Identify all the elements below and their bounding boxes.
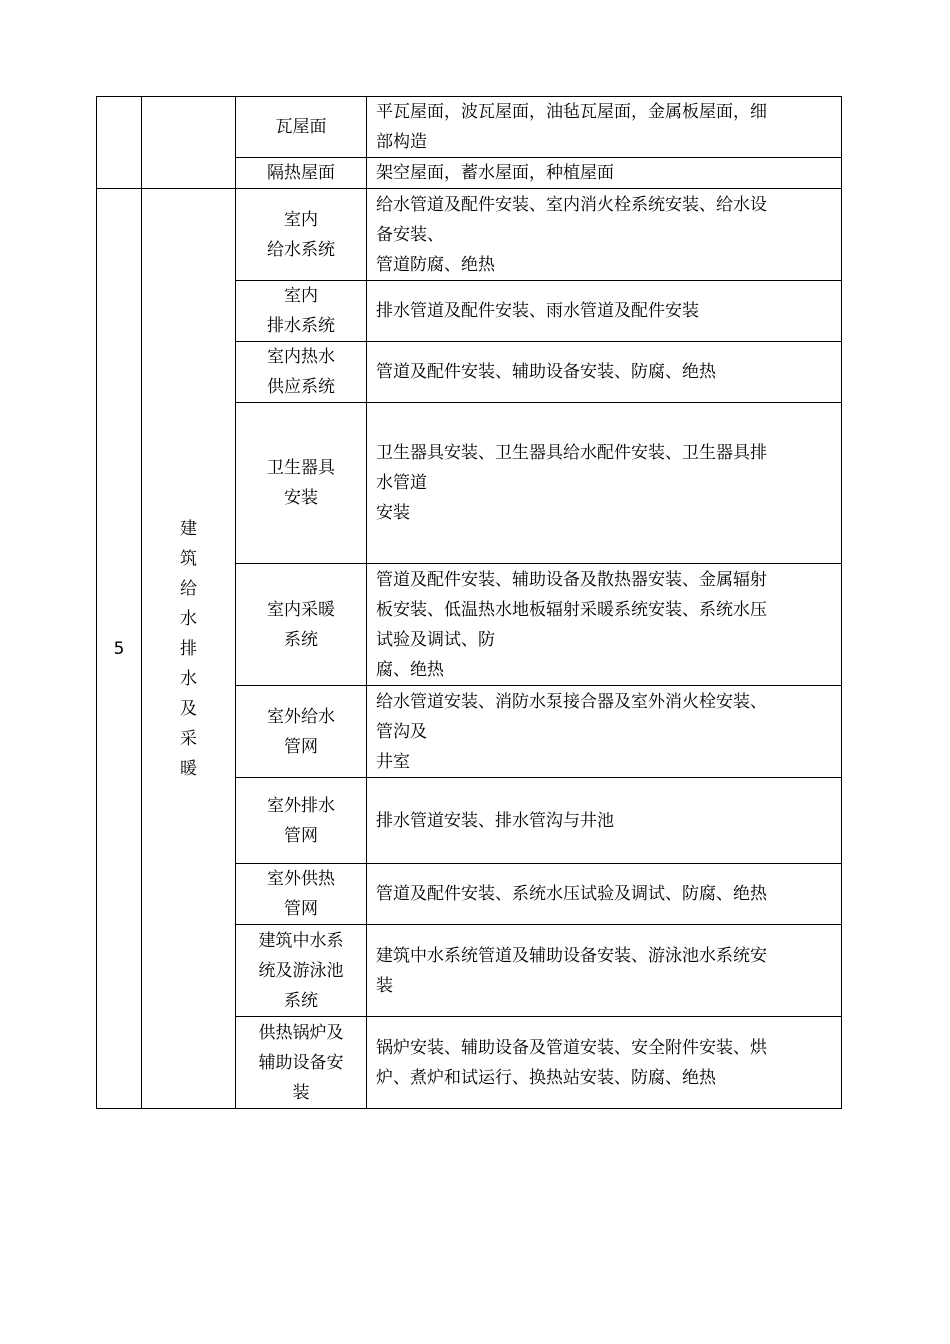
- construction-division-table: [96, 96, 842, 1109]
- item-cell: 平瓦屋面，波瓦屋面，油毡瓦屋面，金属板屋面，细 部构造: [367, 97, 842, 158]
- subdivision-cell: 室外给水 管网: [236, 686, 367, 778]
- item-cell: 给水管道安装、消防水泵接合器及室外消火栓安装、 管沟及 井室: [367, 686, 842, 778]
- subdivision-cell: 室外排水 管网: [236, 778, 367, 864]
- division-name: 建筑给水排水及采暖: [142, 189, 236, 1109]
- item-cell: 管道及配件安装、辅助设备安装、防腐、绝热: [367, 342, 842, 403]
- division-number: 5: [97, 189, 142, 1109]
- table-row: [97, 97, 842, 158]
- subdivision-cell: 隔热屋面: [236, 158, 367, 189]
- subdivision-cell: 建筑中水系 统及游泳池 系统: [236, 925, 367, 1017]
- subdivision-cell: 供热锅炉及 辅助设备安 装: [236, 1017, 367, 1109]
- division-cell-empty: [142, 97, 236, 189]
- item-cell: 架空屋面，蓄水屋面，种植屋面: [367, 158, 842, 189]
- item-cell: 排水管道及配件安装、雨水管道及配件安装: [367, 281, 842, 342]
- subdivision-cell: 室外供热 管网: [236, 864, 367, 925]
- subdivision-cell: 室内热水 供应系统: [236, 342, 367, 403]
- subdivision-cell: 室内 排水系统: [236, 281, 367, 342]
- item-cell: 锅炉安装、辅助设备及管道安装、安全附件安装、烘 炉、煮炉和试运行、换热站安装、防腐、绝热: [367, 1017, 842, 1109]
- number-cell-empty: [97, 97, 142, 189]
- item-cell: 给水管道及配件安装、室内消火栓系统安装、给水设 备安装、 管道防腐、绝热: [367, 189, 842, 281]
- table-row: [97, 189, 842, 281]
- subdivision-cell: 室内采暖 系统: [236, 564, 367, 686]
- item-cell: 管道及配件安装、辅助设备及散热器安装、金属辐射 板安装、低温热水地板辐射采暖系统安装、系统水压 试验及调试、防 腐、绝热: [367, 564, 842, 686]
- item-cell: 卫生器具安装、卫生器具给水配件安装、卫生器具排 水管道 安装: [367, 403, 842, 564]
- subdivision-cell: 卫生器具 安装: [236, 403, 367, 564]
- subdivision-cell: 瓦屋面: [236, 97, 367, 158]
- item-cell: 排水管道安装、排水管沟与井池: [367, 778, 842, 864]
- item-cell: 建筑中水系统管道及辅助设备安装、游泳池水系统安 装: [367, 925, 842, 1017]
- item-cell: 管道及配件安装、系统水压试验及调试、防腐、绝热: [367, 864, 842, 925]
- subdivision-cell: 室内 给水系统: [236, 189, 367, 281]
